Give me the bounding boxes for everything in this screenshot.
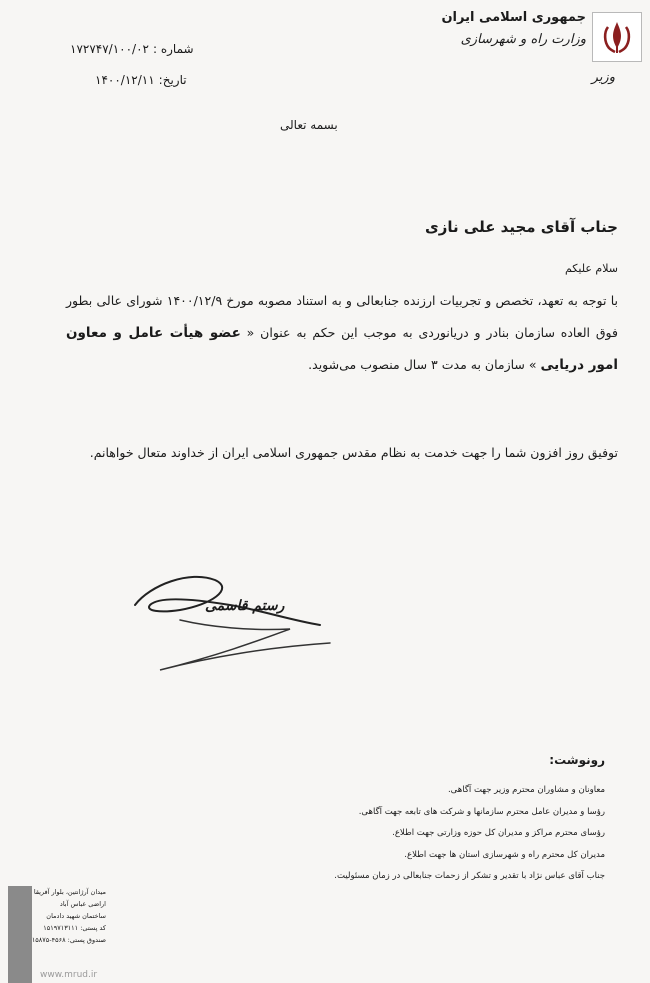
cc-title: رونوشت: <box>549 753 605 767</box>
cc-item: مدیران کل محترم راه و شهرسازی استان ها جهت اطلاع. <box>404 849 605 860</box>
letter-date-label: تاریخ: <box>158 73 187 87</box>
cc-item: جناب آقای عباس نژاد با تقدیر و تشکر از زحمات جنابعالی در زمان مسئولیت. <box>334 871 605 881</box>
body-paragraph-2: توفیق روز افزون شما را جهت خدمت به نظام مقدس جمهوری اسلامی ایران از خداوند متعال خواهانم. <box>89 445 618 460</box>
org-name-line1: جمهوری اسلامی ایران <box>441 10 586 25</box>
signatory-name: رستم قاسمی <box>205 598 285 614</box>
letter-number <box>70 42 194 56</box>
body-p1-part1: با توجه به تعهد، تخصص و تجربیات ارزنده جنابعالی و به استناد مصوبه مورخ ۱۴۰۰/۱۲/۹ شورای عالی بطور فوق العاده سازمان بنادر و دریانوردی به موجب این حکم به عنوان « <box>66 293 618 340</box>
footer-website: www.mrud.ir <box>40 970 98 980</box>
body-paragraph-1 <box>66 285 618 381</box>
appointment-title: عضو هیأت عامل و معاون امور دریایی <box>66 325 618 373</box>
cc-list <box>334 780 605 888</box>
letter-date-value: ۱۴۰۰/۱۲/۱۱ <box>95 73 155 87</box>
greeting: سلام علیکم <box>564 262 618 275</box>
footer-bar <box>8 886 32 983</box>
org-name-line2: وزارت راه و شهرسازی <box>460 32 586 47</box>
cc-item: رؤسای محترم مراکز و مدیران کل حوزه وزارتی جهت اطلاع. <box>392 828 605 838</box>
letter-number-label: شماره : <box>152 42 194 56</box>
footer-line: کد پستی: ۱۵۱۹۷۱۳۱۱۱ <box>43 924 106 932</box>
cc-item: معاونان و مشاوران محترم وزیر جهت آگاهی. <box>447 785 605 795</box>
footer-line: اراضی عباس آباد <box>59 900 106 908</box>
addressee: جناب آقای مجید علی نازی <box>425 218 618 236</box>
footer-address <box>31 886 106 946</box>
letter-date <box>95 73 187 87</box>
basmala: بسمه تعالی <box>280 118 338 132</box>
iran-emblem-icon <box>592 12 642 62</box>
signature-scribble <box>120 565 360 675</box>
footer-line: میدان آرژانتین، بلوار آفریقا <box>33 888 106 896</box>
cc-item: رؤسا و مدیران عامل محترم سازمانها و شرکت های تابعه جهت آگاهی. <box>358 806 605 817</box>
footer-line: صندوق پستی: ۴۵۶۸-۱۵۸۷۵ <box>31 936 106 944</box>
letter-number-value: ۱۷۲۷۴۷/۱۰۰/۰۲ <box>70 42 149 56</box>
minister-title: وزیر <box>591 70 615 85</box>
body-p1-part2: » سازمان به مدت ۳ سال منصوب می‌شوید. <box>308 357 541 372</box>
footer-line: ساختمان شهید دادمان <box>46 912 106 920</box>
